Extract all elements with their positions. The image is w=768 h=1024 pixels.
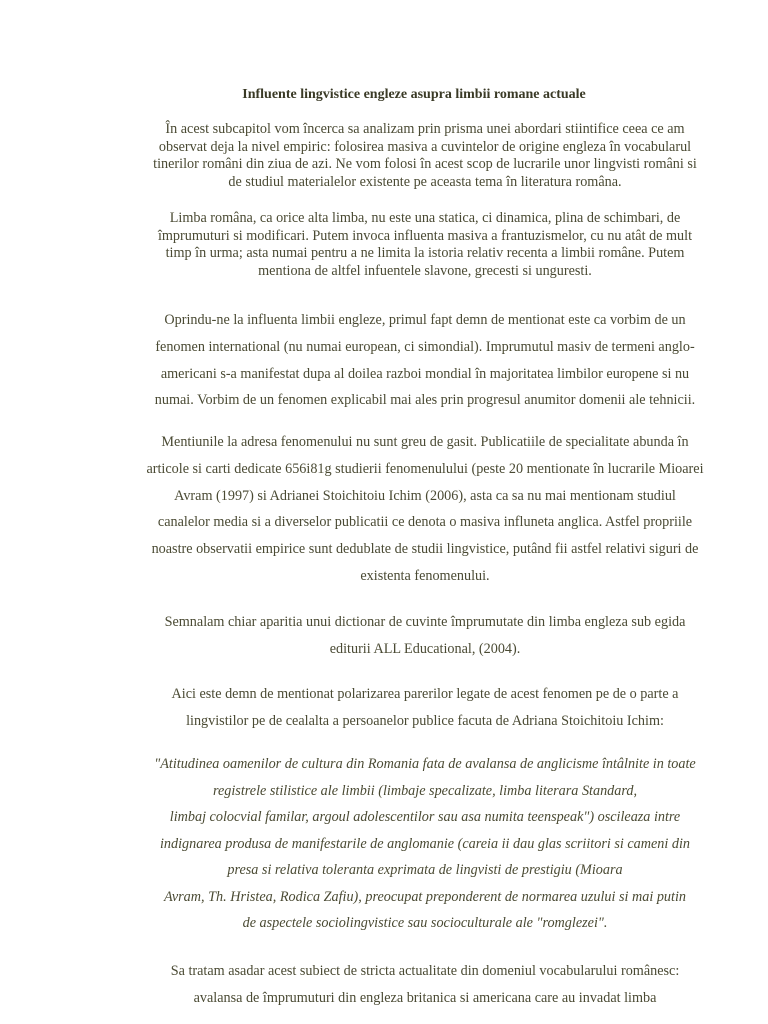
text-line: canalelor media si a diverselor publicatii ce denota o masiva influneta anglica. Astfel propriile: [157, 514, 693, 531]
text-line: Aici este demn de mentionat polarizarea parerilor legate de acest fenomen pe de o parte a: [171, 686, 679, 702]
text-line: împrumuturi si modificari. Putem invoca influenta masiva a frantuzismelor, cu nu atât de mult: [157, 227, 693, 244]
paragraph-references: [110, 429, 740, 590]
document-title: Influente lingvistice engleze asupra limbii romane actuale: [242, 87, 586, 102]
paragraph-english-influence: [110, 307, 740, 414]
quote-line: de aspectele sociolingvistice sau socioculturale ale "romglezei".: [242, 915, 608, 931]
paragraph-conclusion: [110, 958, 740, 1012]
paragraph-dictionary: [110, 609, 740, 663]
text-line: noastre observatii empirice sunt dedublate de studii lingvistice, putând fii astfel relativi siguri de: [151, 541, 699, 558]
quote-line: presa si relativa toleranta exprimata de lingvisti de prestigiu (Mioara: [227, 862, 623, 878]
text-line: articole si carti dedicate 656i81g studierii fenomenulului (peste 20 mentionate în lucrarile Mioarei: [146, 460, 704, 477]
block-quote: [108, 751, 742, 937]
quote-line: "Atitudinea oamenilor de cultura din Romania fata de avalansa de anglicisme întâlnite in toate: [154, 756, 696, 772]
paragraph-language-dynamics: [110, 210, 740, 280]
text-line: Sa tratam asadar acest subiect de stricta actualitate din domeniul vocabularului românesc:: [170, 963, 680, 979]
text-line: timp în urma; asta numai pentru a ne limita la istoria relativ recenta a limbii române. Putem: [165, 245, 685, 261]
text-line: avalansa de împrumuturi din engleza britanica si americana care au invadat limba: [193, 989, 657, 1006]
text-line: observat deja la nivel empiric: folosirea masiva a cuvintelor de origine engleza în vocabularul: [158, 138, 692, 155]
text-line: numai. Vorbim de un fenomen explicabil mai ales prin progresul anumitor domenii ale tehnicii.: [154, 392, 696, 409]
text-line: În acest subcapitol vom încerca sa analizam prin prisma unei abordari stiintifice ceea ce am: [165, 121, 685, 137]
text-line: de studiul materialelor existente pe aceasta tema în literatura româna.: [228, 173, 622, 190]
quote-line: indignarea produsa de manifestarile de anglomanie (careia ii dau glas scriitori si cameni din: [159, 835, 690, 852]
text-line: fenomen international (nu numai european, ci simondial). Imprumutul masiv de termeni anglo-: [155, 338, 695, 355]
quote-line: registrele stilistice ale limbii (limbaje specalizate, limba literara Standard,: [212, 782, 637, 799]
text-line: editurii ALL Educational, (2004).: [329, 640, 521, 657]
text-line: americani s-a manifestat dupa al doilea razboi mondial în majoritatea limbilor europene si nu: [160, 365, 690, 382]
text-line: existenta fenomenului.: [360, 567, 490, 584]
text-line: tinerilor români din ziua de azi. Ne vom folosi în acest scop de lucrarile unor lingvisti români si: [153, 156, 697, 172]
text-line: Mentiunile la adresa fenomenului nu sunt greu de gasit. Publicatiile de specialitate abunda în: [161, 434, 689, 450]
text-line: Oprindu-ne la influenta limbii engleze, primul fapt demn de mentionat este ca vorbim de un: [164, 312, 686, 328]
paragraph-polarization: [110, 681, 740, 735]
paragraph-intro: [110, 121, 740, 191]
text-line: mentiona de altfel infuentele slavone, grecesti si unguresti.: [258, 262, 592, 279]
quote-line: limbaj colocvial familar, argoul adolescentilor sau asa numita teenspeak") oscileaza intre: [169, 809, 681, 825]
quote-line: Avram, Th. Hristea, Rodica Zafiu), preocupat preponderent de normarea uzului si mai putin: [163, 888, 686, 905]
text-line: Semnalam chiar aparitia unui dictionar de cuvinte împrumutate din limba engleza sub egida: [164, 614, 686, 630]
text-line: Limba româna, ca orice alta limba, nu este una statica, ci dinamica, plina de schimbari, de: [169, 210, 681, 226]
text-line: Avram (1997) si Adrianei Stoichitoiu Ichim (2006), asta ca sa nu mai mentionam studiul: [174, 487, 676, 504]
text-line: lingvistilor pe de cealalta a persoanelor publice facuta de Adriana Stoichitoiu Ichim:: [186, 712, 664, 729]
